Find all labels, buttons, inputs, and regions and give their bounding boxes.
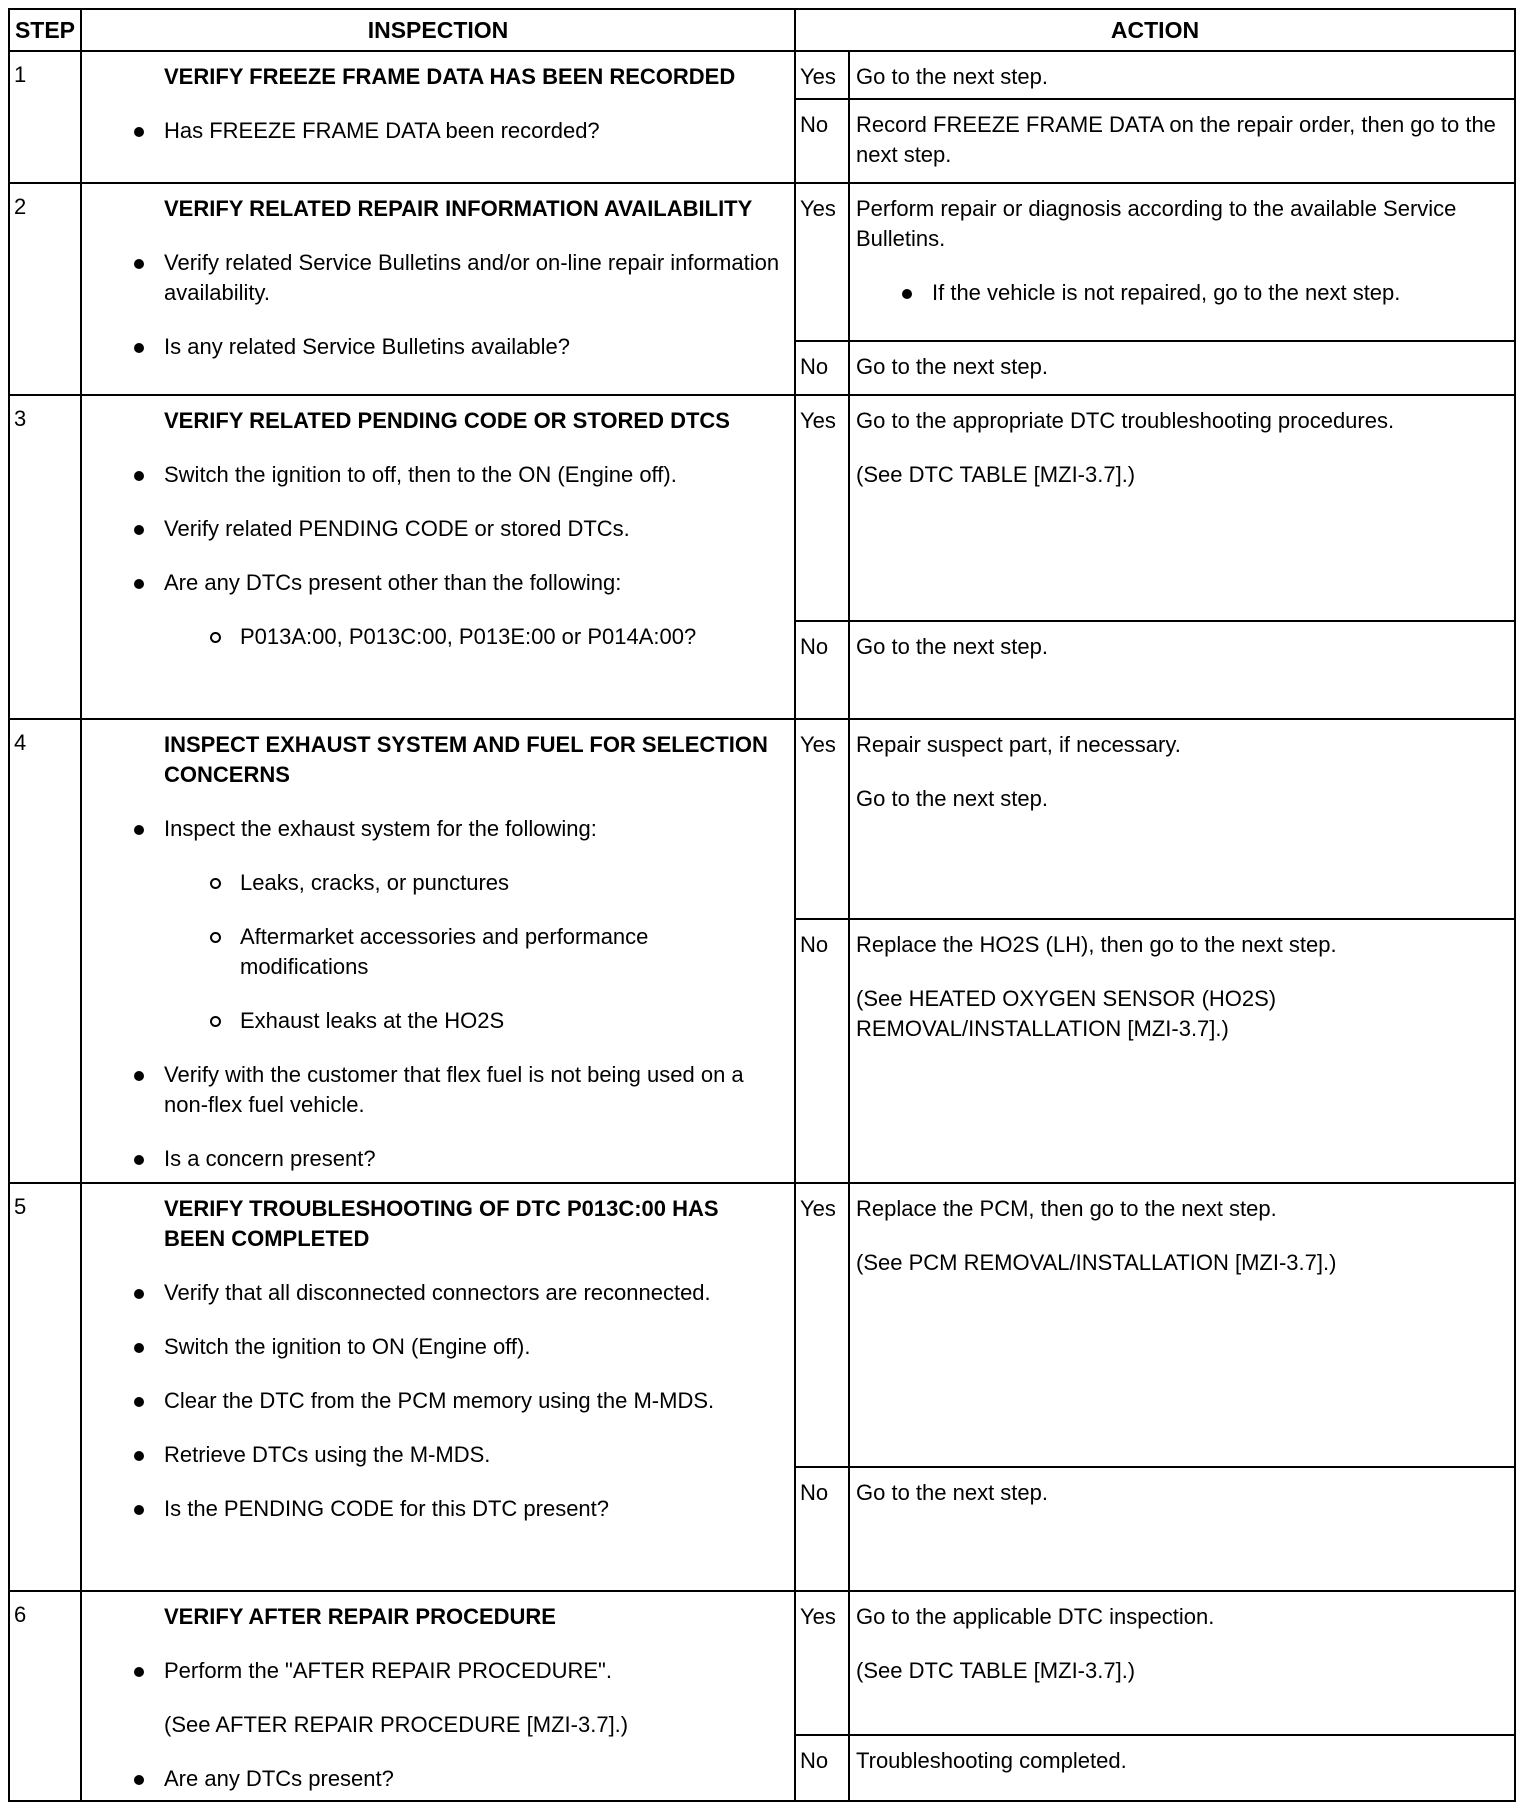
action-header: ACTION — [795, 9, 1515, 51]
action-cell — [795, 395, 1515, 719]
action-yes — [796, 1592, 1514, 1736]
step-number-cell — [9, 183, 81, 395]
action-cell — [795, 719, 1515, 1183]
inspection-bullet: Has FREEZE FRAME DATA been recorded? — [164, 116, 780, 146]
step-row — [9, 183, 1515, 395]
action-bullet: If the vehicle is not repaired, go to the next step. — [932, 278, 1500, 308]
step-row — [9, 395, 1515, 719]
action-text: Go to the next step. — [856, 64, 1049, 89]
action-yes — [796, 396, 1514, 622]
inspection-bullet: Verify related Service Bulletins and/or on-line repair information availability. — [164, 248, 780, 308]
inspection-cell — [81, 719, 795, 1183]
troubleshooting-table — [8, 8, 1516, 1802]
action-no — [796, 342, 1514, 394]
inspection-bullet: Verify with the customer that flex fuel is not being used on a non-flex fuel vehicle. — [164, 1060, 780, 1120]
action-text: Go to the next step. — [856, 354, 1049, 379]
inspection-cell — [81, 183, 795, 395]
answer-label: Yes — [796, 720, 850, 918]
step-row — [9, 719, 1515, 1183]
inspection-bullet: Are any DTCs present? — [164, 1764, 780, 1794]
action-cell — [795, 1591, 1515, 1801]
inspection-bullet: Perform the "AFTER REPAIR PROCEDURE". — [164, 1656, 780, 1686]
inspection-bullet: Is any related Service Bulletins available? — [164, 332, 780, 362]
action-text: Perform repair or diagnosis according to the available Service Bulletins. — [856, 196, 1457, 251]
inspection-cell — [81, 51, 795, 183]
step-number: 5 — [14, 1194, 27, 1219]
inspection-sub-bullet: Aftermarket accessories and performance modifications — [240, 922, 780, 982]
action-text: Repair suspect part, if necessary. — [856, 732, 1181, 757]
step-title: INSPECT EXHAUST SYSTEM AND FUEL FOR SELECTION CONCERNS — [164, 732, 768, 787]
inspection-bullet: Clear the DTC from the PCM memory using the M-MDS. — [164, 1386, 780, 1416]
action-yes — [796, 184, 1514, 342]
action-text: Go to the applicable DTC inspection. — [856, 1604, 1215, 1629]
action-yes — [796, 1184, 1514, 1468]
inspection-sub-bullet: P013A:00, P013C:00, P013E:00 or P014A:00? — [240, 622, 780, 652]
inspection-cell — [81, 1591, 795, 1801]
action-text: Go to the appropriate DTC troubleshooting procedures. — [856, 408, 1395, 433]
action-cell — [795, 51, 1515, 183]
step-number-cell — [9, 1591, 81, 1801]
inspection-header: INSPECTION — [81, 9, 795, 51]
inspection-bullet: Is the PENDING CODE for this DTC present? — [164, 1494, 780, 1524]
action-text: Go to the next step. — [856, 634, 1049, 659]
action-no — [796, 920, 1514, 1182]
answer-label: Yes — [796, 1184, 850, 1466]
header-row — [9, 9, 1515, 51]
step-row — [9, 51, 1515, 183]
step-number: 4 — [14, 730, 27, 755]
step-title: VERIFY RELATED PENDING CODE OR STORED DTCS — [164, 408, 730, 433]
action-no — [796, 1468, 1514, 1590]
action-text: (See PCM REMOVAL/INSTALLATION [MZI-3.7].) — [856, 1250, 1337, 1275]
inspection-bullet: Are any DTCs present other than the following: — [164, 568, 780, 598]
step-title: VERIFY AFTER REPAIR PROCEDURE — [164, 1604, 556, 1629]
step-row — [9, 1591, 1515, 1801]
action-text: Troubleshooting completed. — [856, 1748, 1127, 1773]
step-number-cell — [9, 1183, 81, 1591]
inspection-bullet: Verify related PENDING CODE or stored DTCs. — [164, 514, 780, 544]
answer-label: No — [796, 1736, 850, 1800]
inspection-bullet: Switch the ignition to off, then to the ON (Engine off). — [164, 460, 780, 490]
step-number: 2 — [14, 194, 27, 219]
step-header: STEP — [9, 9, 81, 51]
answer-label: No — [796, 342, 850, 394]
inspection-bullet: Retrieve DTCs using the M-MDS. — [164, 1440, 780, 1470]
step-number: 6 — [14, 1602, 27, 1627]
answer-label: No — [796, 1468, 850, 1590]
action-text: (See DTC TABLE [MZI-3.7].) — [856, 462, 1136, 487]
action-yes — [796, 52, 1514, 100]
action-no — [796, 100, 1514, 182]
step-number-cell — [9, 719, 81, 1183]
diagnostic-procedure — [8, 8, 1514, 1802]
answer-label: Yes — [796, 184, 850, 340]
action-text: Replace the PCM, then go to the next step. — [856, 1196, 1277, 1221]
step-title: VERIFY RELATED REPAIR INFORMATION AVAILABILITY — [164, 196, 753, 221]
inspection-cell — [81, 1183, 795, 1591]
inspection-bullet: Is a concern present? — [164, 1144, 780, 1174]
action-cell — [795, 1183, 1515, 1591]
step-number-cell — [9, 395, 81, 719]
action-no — [796, 1736, 1514, 1800]
inspection-bullet: Verify that all disconnected connectors are reconnected. — [164, 1278, 780, 1308]
inspection-note: (See AFTER REPAIR PROCEDURE [MZI-3.7].) — [164, 1712, 629, 1737]
step-number-cell — [9, 51, 81, 183]
answer-label: Yes — [796, 52, 850, 98]
step-number: 1 — [14, 62, 27, 87]
answer-label: No — [796, 920, 850, 1182]
answer-label: Yes — [796, 1592, 850, 1734]
step-title: VERIFY TROUBLESHOOTING OF DTC P013C:00 HAS BEEN COMPLETED — [164, 1196, 719, 1251]
step-title: VERIFY FREEZE FRAME DATA HAS BEEN RECORDED — [164, 64, 736, 89]
answer-label: No — [796, 100, 850, 182]
inspection-cell — [81, 395, 795, 719]
action-text: Record FREEZE FRAME DATA on the repair order, then go to the next step. — [856, 112, 1496, 167]
action-text: (See HEATED OXYGEN SENSOR (HO2S) REMOVAL/INSTALLATION [MZI-3.7].) — [856, 986, 1277, 1041]
inspection-bullet: Switch the ignition to ON (Engine off). — [164, 1332, 780, 1362]
action-text: (See DTC TABLE [MZI-3.7].) — [856, 1658, 1136, 1683]
action-text: Replace the HO2S (LH), then go to the next step. — [856, 932, 1337, 957]
action-text: Go to the next step. — [856, 1480, 1049, 1505]
action-no — [796, 622, 1514, 718]
step-row — [9, 1183, 1515, 1591]
step-number: 3 — [14, 406, 27, 431]
inspection-sub-bullet: Exhaust leaks at the HO2S — [240, 1006, 780, 1036]
answer-label: Yes — [796, 396, 850, 620]
action-yes — [796, 720, 1514, 920]
answer-label: No — [796, 622, 850, 718]
action-cell — [795, 183, 1515, 395]
inspection-bullet: Inspect the exhaust system for the following: — [164, 814, 780, 844]
inspection-sub-bullet: Leaks, cracks, or punctures — [240, 868, 780, 898]
action-text: Go to the next step. — [856, 786, 1049, 811]
